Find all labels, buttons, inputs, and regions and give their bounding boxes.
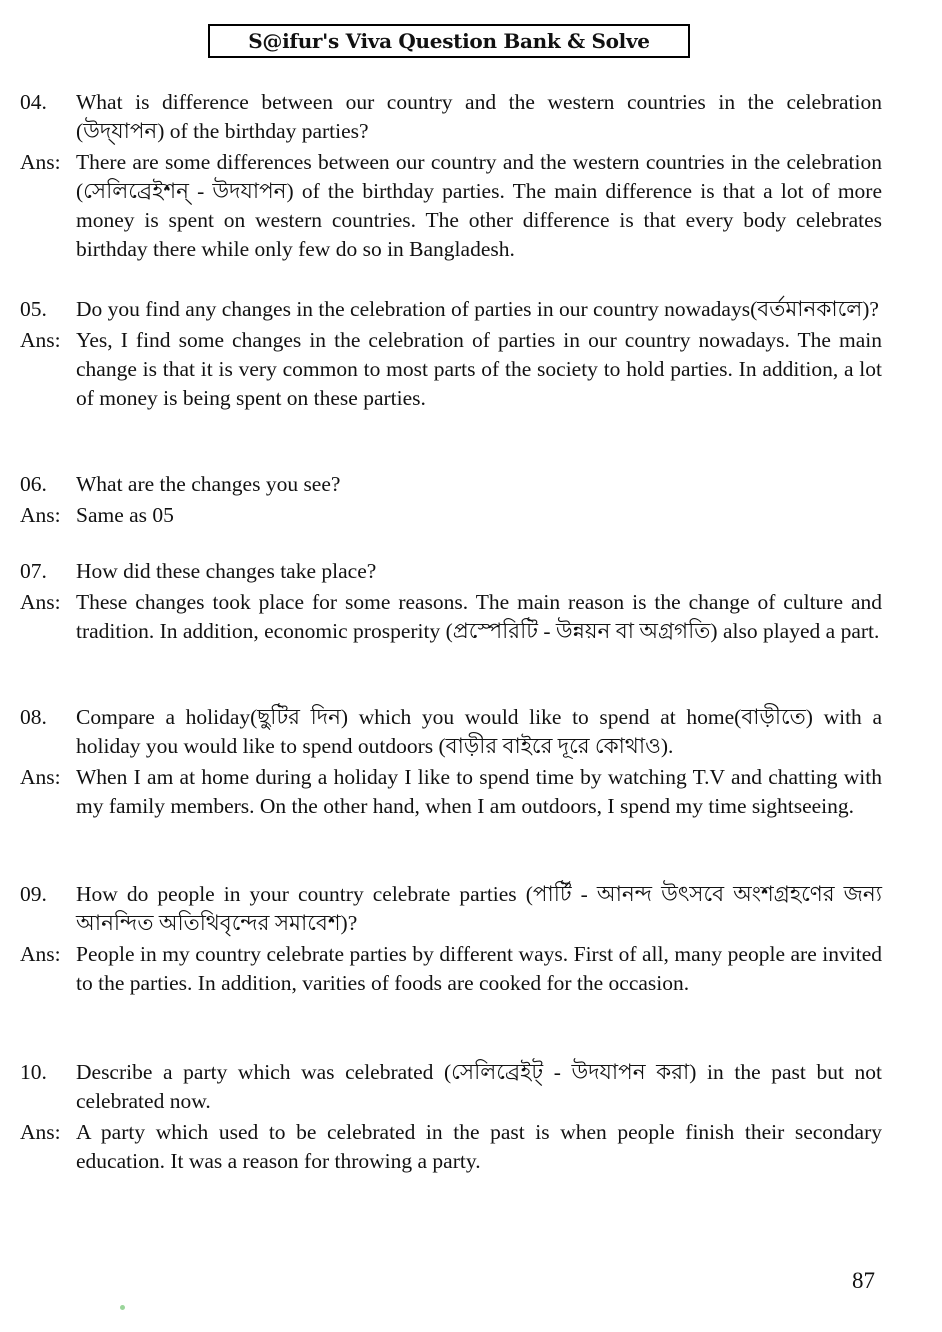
answer-text: These changes took place for some reasons. The main reason is the change of culture and tradition. In addition, economic prosperity (প্রস্পেরিটি - উন্নয়ন বা অগ্রগতি) also played a part. bbox=[76, 590, 882, 643]
answer-text: Yes, I find some changes in the celebration of parties in our country nowadays. The main change is that it is very common to most parts of the society to hold parties. In addition, a lot of money is being spent on these parties. bbox=[76, 328, 882, 410]
qa-block-10 bbox=[20, 1058, 882, 1176]
qa-block-04 bbox=[20, 88, 882, 264]
page-number: 87 bbox=[852, 1268, 875, 1293]
question-text: Do you find any changes in the celebration of parties in our country nowadays(বর্তমানকালে)? bbox=[76, 297, 879, 321]
question-text: What are the changes you see? bbox=[76, 472, 341, 496]
question-number: 05. bbox=[20, 297, 47, 321]
answer-text: People in my country celebrate parties by different ways. First of all, many people are invited to the parties. In addition, varities of foods are cooked for the occasion. bbox=[76, 942, 882, 995]
answer-text: Same as 05 bbox=[76, 503, 174, 527]
question-text: How did these changes take place? bbox=[76, 559, 377, 583]
qa-block-05 bbox=[20, 295, 882, 413]
question-number: 08. bbox=[20, 705, 47, 729]
question-text: Compare a holiday(ছুটির দিন) which you would like to spend at home(বাড়ীতে) with a holiday you would like to spend outdoors (বাড়ীর বাইরে দূরে কোথাও). bbox=[76, 705, 882, 758]
answer-label: Ans: bbox=[20, 765, 61, 789]
answer-label: Ans: bbox=[20, 1120, 61, 1144]
answer-text: When I am at home during a holiday I like to spend time by watching T.V and chatting with my family members. On the other hand, when I am outdoors, I spend my time sightseeing. bbox=[76, 765, 882, 818]
answer-label: Ans: bbox=[20, 590, 61, 614]
scan-speck bbox=[120, 1305, 125, 1310]
qa-block-08 bbox=[20, 703, 882, 821]
answer-label: Ans: bbox=[20, 503, 61, 527]
qa-block-09 bbox=[20, 880, 882, 998]
question-text: What is difference between our country and the western countries in the celebration (উদ্‌যাপন) of the birthday parties? bbox=[76, 90, 882, 143]
answer-label: Ans: bbox=[20, 328, 61, 352]
question-number: 10. bbox=[20, 1060, 47, 1084]
answer-label: Ans: bbox=[20, 942, 61, 966]
question-number: 07. bbox=[20, 559, 47, 583]
question-number: 04. bbox=[20, 90, 47, 114]
question-number: 09. bbox=[20, 882, 47, 906]
question-text: Describe a party which was celebrated (সেলিব্রেইট্ - উদযাপন করা) in the past but not celebrated now. bbox=[76, 1060, 882, 1113]
answer-text: A party which used to be celebrated in the past is when people finish their secondary education. It was a reason for throwing a party. bbox=[76, 1120, 882, 1173]
answer-label: Ans: bbox=[20, 150, 61, 174]
page-header-title: S@ifur's Viva Question Bank & Solve bbox=[208, 24, 690, 58]
question-text: How do people in your country celebrate parties (পার্টি - আনন্দ উৎসবে অংশগ্রহণের জন্য আনন্দিত অতিথিবৃন্দের সমাবেশ)? bbox=[76, 882, 882, 935]
qa-block-06 bbox=[20, 470, 882, 530]
qa-block-07 bbox=[20, 557, 882, 646]
answer-text: There are some differences between our country and the western countries in the celebration (সেলিব্রেইশন্ - উদযাপন) of the birthday parties. The main difference is that a lot of more money is spent on western countries. The other difference is that every body celebrates birthday there while only few do so in Bangladesh. bbox=[76, 150, 882, 261]
question-number: 06. bbox=[20, 472, 47, 496]
